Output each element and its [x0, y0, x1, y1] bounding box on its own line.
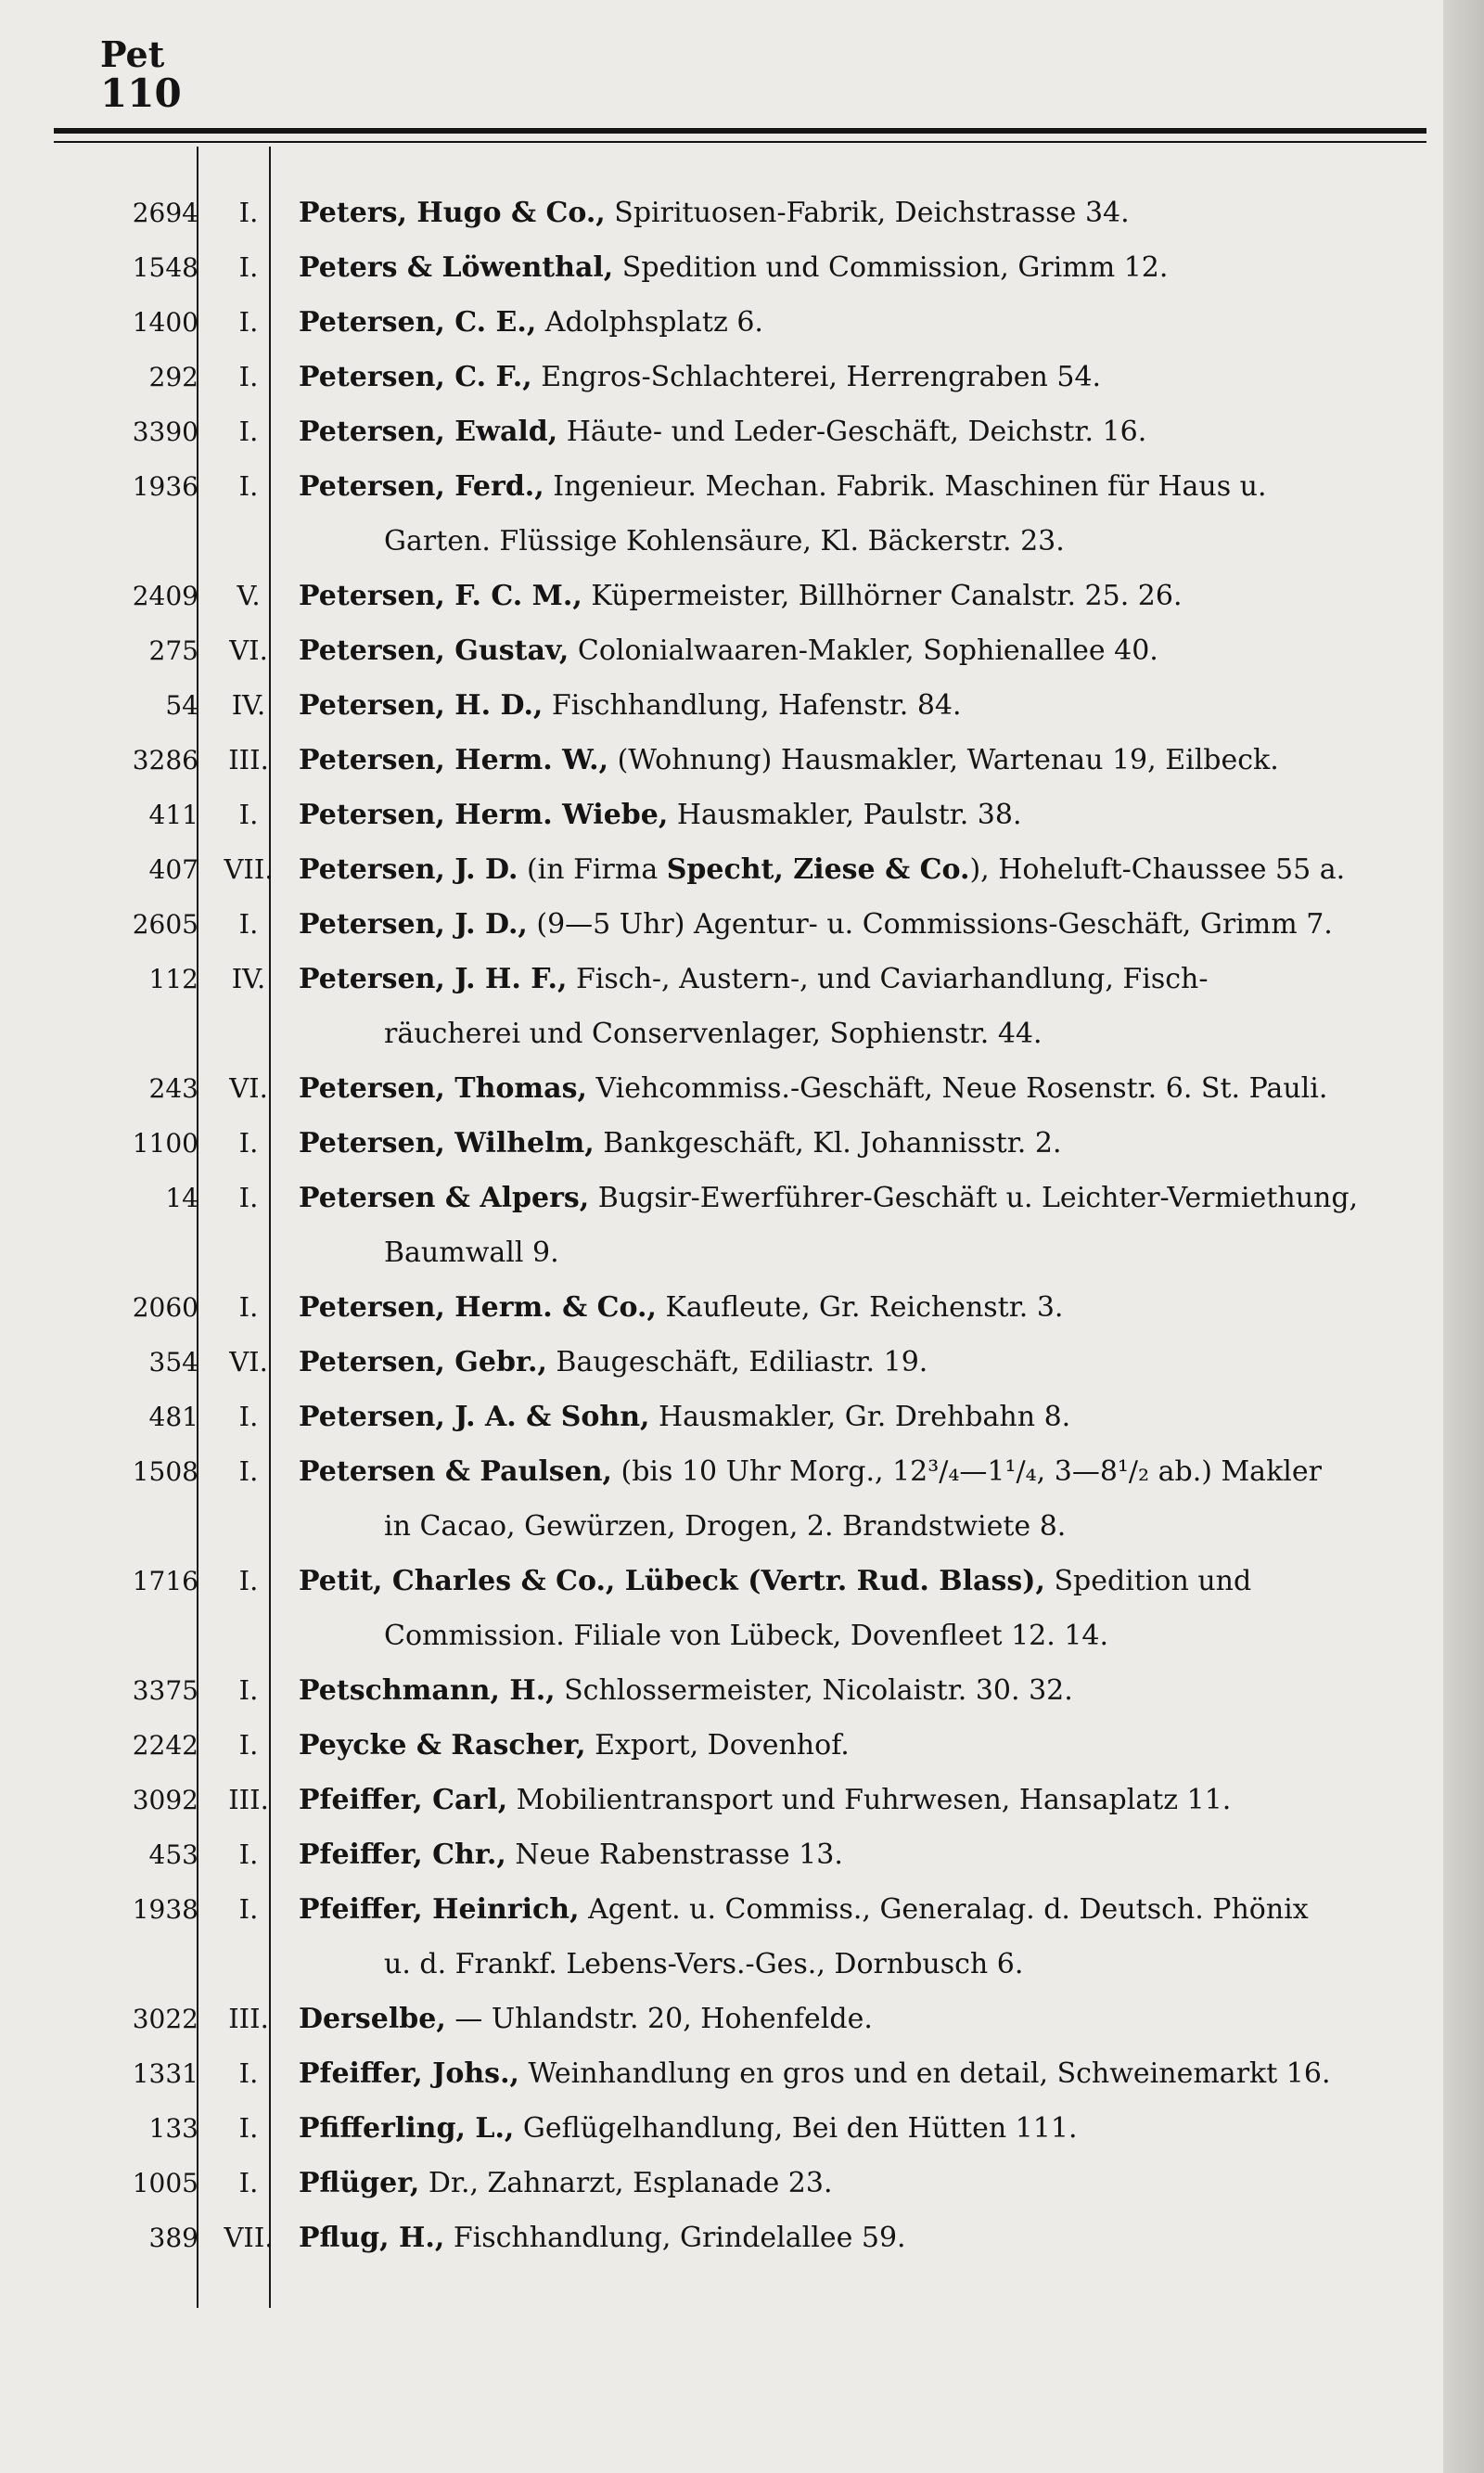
entry-text: [299, 240, 1419, 295]
entry-detail: Kaufleute, Gr. Reichenstr. 3.: [656, 1291, 1064, 1324]
header-word: Pet: [100, 33, 165, 75]
entry-name: Petersen, Herm. & Co.,: [299, 1291, 657, 1324]
entry-district: I.: [238, 1893, 259, 1925]
entry-line: [299, 361, 1101, 393]
entry-number: 133: [148, 2113, 198, 2144]
entry-number: 1400: [132, 307, 198, 338]
entry-name: Petersen, C. F.,: [299, 361, 532, 393]
directory-entry: [54, 2046, 1445, 2101]
entry-number: 292: [148, 362, 198, 392]
entry-line: [299, 634, 1158, 667]
entry-number: 2605: [132, 909, 198, 940]
entry-district: IV.: [231, 689, 266, 721]
entry-name: Petersen, Thomas,: [299, 1072, 587, 1105]
directory-entry: [54, 623, 1445, 678]
entry-text: [299, 1280, 1419, 1335]
entry-district: I.: [238, 1674, 259, 1706]
entry-name: Petersen, Wilhelm,: [299, 1127, 595, 1160]
entry-number: 112: [148, 964, 198, 994]
directory-entry: [54, 1116, 1445, 1171]
entry-number: 2694: [132, 198, 198, 228]
entry-name: Pfeiffer, Carl,: [299, 1784, 508, 1816]
entry-name: Pfeiffer, Chr.,: [299, 1839, 506, 1871]
entry-text: [299, 1663, 1419, 1718]
entry-text: [299, 952, 1419, 1061]
entry-detail: Colonialwaaren-Makler, Sophienallee 40.: [569, 634, 1158, 667]
directory-entry: [54, 1061, 1445, 1116]
entry-text: [299, 186, 1419, 240]
entry-text: [299, 569, 1419, 623]
entry-name: Petersen, J. D.: [299, 853, 518, 886]
directory-entry: [54, 1882, 1445, 1992]
entry-detail: Spirituosen-Fabrik, Deichstrasse 34.: [605, 197, 1130, 229]
entry-text: [299, 2210, 1419, 2265]
entry-number: 275: [148, 635, 198, 666]
entry-line: [299, 1401, 1070, 1433]
entry-name: Peters & Löwenthal,: [299, 251, 614, 284]
entry-detail: ), Hoheluft-Chaussee 55 a.: [969, 853, 1346, 886]
entry-name: Petersen, J. D.,: [299, 908, 528, 941]
directory-entry: [54, 1390, 1445, 1444]
entry-name: Petersen, J. A. & Sohn,: [299, 1401, 650, 1433]
entry-number: 1100: [132, 1128, 198, 1159]
entry-number: 1716: [132, 1566, 198, 1596]
header-rule: [54, 128, 1426, 134]
page-edge: [1443, 0, 1484, 2473]
entry-line: [299, 689, 962, 722]
directory-entry: [54, 1773, 1445, 1827]
entry-line: [299, 197, 1130, 229]
entry-line: [299, 2057, 1331, 2090]
entry-line: [299, 416, 1146, 448]
directory-entry: [54, 404, 1445, 459]
entry-line: [299, 1839, 843, 1871]
entry-name: Petersen, Gebr.,: [299, 1346, 547, 1378]
entry-district: I.: [238, 908, 259, 940]
entry-continuation: Garten. Flüssige Kohlensäure, Kl. Bäckerstr. 23.: [384, 525, 1065, 557]
entry-line: [299, 744, 1279, 776]
entry-name: Petersen, H. D.,: [299, 689, 544, 722]
entry-text: [299, 2156, 1419, 2210]
entry-detail: Schlossermeister, Nicolaistr. 30. 32.: [555, 1674, 1073, 1707]
entry-district: I.: [238, 197, 259, 228]
entry-district: VII.: [224, 2222, 274, 2253]
entry-line: [299, 1072, 1327, 1105]
entry-detail: Fischhandlung, Hafenstr. 84.: [543, 689, 962, 722]
entry-name: Petersen, Ewald,: [299, 416, 558, 448]
entry-name: Specht, Ziese & Co.: [666, 853, 970, 886]
entry-name: Petersen, Ferd.,: [299, 470, 544, 503]
entry-district: III.: [228, 744, 269, 775]
entry-text: [299, 733, 1419, 788]
entry-number: 1331: [132, 2058, 198, 2089]
entry-district: I.: [238, 1455, 259, 1487]
entry-continuation: räucherei und Conservenlager, Sophienstr. 44.: [384, 1018, 1043, 1050]
entry-number: 1938: [132, 1894, 198, 1925]
entry-name: Peters, Hugo & Co.,: [299, 197, 606, 229]
entry-detail: Adolphsplatz 6.: [536, 306, 763, 339]
entry-line: [299, 1127, 1061, 1160]
entry-detail: Hausmakler, Paulstr. 38.: [668, 799, 1022, 831]
entry-district: I.: [238, 1182, 259, 1213]
entry-district: VI.: [229, 634, 268, 666]
entry-line: [299, 1346, 928, 1378]
directory-entry: [54, 459, 1445, 569]
entry-district: I.: [238, 1839, 259, 1870]
entry-number: 481: [148, 1402, 198, 1432]
entry-line: [299, 580, 1182, 612]
entry-district: I.: [238, 1565, 259, 1596]
entry-name: Petersen, Herm. Wiebe,: [299, 799, 669, 831]
entry-detail: Hausmakler, Gr. Drehbahn 8.: [649, 1401, 1071, 1433]
directory-entry: [54, 1554, 1445, 1663]
entry-district: I.: [238, 2167, 259, 2198]
entry-district: VI.: [229, 1072, 268, 1104]
entry-name: Petschmann, H.,: [299, 1674, 556, 1707]
entry-detail: Engros-Schlachterei, Herrengraben 54.: [531, 361, 1102, 393]
directory-entry: [54, 1663, 1445, 1718]
entry-number: 2060: [132, 1292, 198, 1323]
entry-number: 1936: [132, 471, 198, 502]
entry-continuation: Baumwall 9.: [384, 1236, 559, 1269]
directory-entry: [54, 1827, 1445, 1882]
directory-entry: [54, 240, 1445, 295]
entry-line: [299, 2003, 873, 2035]
entry-number: 243: [148, 1073, 198, 1104]
directory-entry: [54, 897, 1445, 952]
directory-entry: [54, 1280, 1445, 1335]
entry-district: I.: [238, 416, 259, 447]
directory-entry: [54, 2210, 1445, 2265]
entry-district: V.: [237, 580, 261, 611]
directory-entry: [54, 733, 1445, 788]
entry-name: Pflüger,: [299, 2167, 420, 2199]
entry-line: [299, 1182, 1358, 1214]
entry-district: I.: [238, 1729, 259, 1761]
entry-district: I.: [238, 2112, 259, 2144]
entry-text: [299, 1116, 1419, 1171]
entry-line: [299, 1784, 1231, 1816]
entry-detail: (bis 10 Uhr Morg., 12³/₄—1¹/₄, 3—8¹/₂ ab.) Makler: [611, 1455, 1322, 1488]
entry-number: 354: [148, 1347, 198, 1377]
entry-line: [299, 2222, 906, 2254]
entry-detail: Dr., Zahnarzt, Esplanade 23.: [419, 2167, 833, 2199]
entry-detail: Spedition und Commission, Grimm 12.: [613, 251, 1169, 284]
entry-name: Pfeiffer, Heinrich,: [299, 1893, 580, 1926]
entry-text: [299, 459, 1419, 569]
page-number: 110: [100, 70, 182, 116]
entry-number: 3375: [132, 1675, 198, 1706]
entry-line: [299, 306, 763, 339]
entry-detail: Fischhandlung, Grindelallee 59.: [444, 2222, 906, 2254]
entry-name: Pflug, H.,: [299, 2222, 445, 2254]
entry-number: 1548: [132, 252, 198, 283]
entry-district: I.: [238, 251, 259, 283]
directory-entry: [54, 1171, 1445, 1280]
entry-text: [299, 1773, 1419, 1827]
directory-entry: [54, 678, 1445, 733]
entry-number: 453: [148, 1839, 198, 1870]
entry-district: III.: [228, 2003, 269, 2034]
entry-name: Pfifferling, L.,: [299, 2112, 515, 2145]
entry-name: Petersen, Gustav,: [299, 634, 569, 667]
entry-line: [299, 251, 1168, 284]
entry-name: Petersen, J. H. F.,: [299, 963, 568, 995]
entry-line: [299, 799, 1022, 831]
entry-continuation: Commission. Filiale von Lübeck, Dovenfleet 12. 14.: [384, 1620, 1109, 1652]
entry-number: 3286: [132, 745, 198, 775]
entry-line: [299, 1291, 1063, 1324]
entry-number: 3022: [132, 2004, 198, 2034]
entry-text: [299, 1992, 1419, 2046]
entry-text: [299, 1718, 1419, 1773]
entry-detail: Geflügelhandlung, Bei den Hütten 111.: [514, 2112, 1078, 2145]
directory-entry: [54, 1335, 1445, 1390]
entry-number: 1508: [132, 1456, 198, 1487]
directory-entry: [54, 1992, 1445, 2046]
entry-detail: Spedition und: [1044, 1565, 1252, 1597]
entry-text: [299, 2046, 1419, 2101]
entry-text: [299, 1061, 1419, 1116]
entry-text: [299, 1335, 1419, 1390]
directory-entry: [54, 295, 1445, 350]
entry-text: [299, 1882, 1419, 1992]
entry-text: [299, 1171, 1419, 1280]
entry-number: 411: [148, 800, 198, 830]
directory-entry: [54, 1718, 1445, 1773]
directory-entry: [54, 842, 1445, 897]
entry-district: I.: [238, 2057, 259, 2089]
entry-district: I.: [238, 1291, 259, 1323]
directory-entry: [54, 186, 1445, 240]
entry-district: III.: [228, 1784, 269, 1815]
entry-text: [299, 2101, 1419, 2156]
entry-number: 2242: [132, 1730, 198, 1761]
entry-name: Petersen, F. C. M.,: [299, 580, 582, 612]
entry-text: [299, 350, 1419, 404]
entry-line: [299, 1565, 1251, 1597]
entry-number: 2409: [132, 581, 198, 611]
entry-text: [299, 678, 1419, 733]
entry-text: [299, 623, 1419, 678]
entry-line: [299, 1729, 850, 1762]
entry-text: [299, 897, 1419, 952]
entry-detail: (Wohnung) Hausmakler, Wartenau 19, Eilbeck.: [608, 744, 1279, 776]
entry-name: Peycke & Rascher,: [299, 1729, 586, 1762]
entry-number: 14: [165, 1183, 198, 1213]
entry-text: [299, 1390, 1419, 1444]
directory-entry: [54, 2101, 1445, 2156]
entry-number: 1005: [132, 2168, 198, 2198]
directory-entry: [54, 2156, 1445, 2210]
entry-district: I.: [238, 799, 259, 830]
entry-text: [299, 295, 1419, 350]
entry-district: I.: [238, 306, 259, 338]
entry-detail: Neue Rabenstrasse 13.: [505, 1839, 843, 1871]
entry-number: 407: [148, 854, 198, 885]
entry-detail: Häute- und Leder-Geschäft, Deichstr. 16.: [557, 416, 1147, 448]
directory-entry: [54, 952, 1445, 1061]
entry-detail: Weinhandlung en gros und en detail, Schweinemarkt 16.: [518, 2057, 1331, 2090]
entry-number: 3390: [132, 416, 198, 447]
entry-text: [299, 1554, 1419, 1663]
entry-district: VI.: [229, 1346, 268, 1377]
entry-name: Petersen & Alpers,: [299, 1182, 590, 1214]
entry-district: VII.: [224, 853, 274, 885]
entry-line: [299, 963, 1208, 995]
entry-detail: Küpermeister, Billhörner Canalstr. 25. 26.: [582, 580, 1183, 612]
entry-detail: Viehcommiss.-Geschäft, Neue Rosenstr. 6. St. Pauli.: [586, 1072, 1328, 1105]
entry-line: [299, 908, 1333, 941]
entry-line: [299, 853, 1345, 886]
directory-entry: [54, 569, 1445, 623]
page-header: [100, 33, 182, 116]
entry-continuation: u. d. Frankf. Lebens-Vers.-Ges., Dornbusch 6.: [384, 1948, 1024, 1980]
entry-line: [299, 2112, 1077, 2145]
entry-name: Petersen & Paulsen,: [299, 1455, 612, 1488]
entry-line: [299, 1674, 1073, 1707]
entry-detail: (9—5 Uhr) Agentur- u. Commissions-Geschäft, Grimm 7.: [527, 908, 1333, 941]
entry-name: Petersen, C. E.,: [299, 306, 537, 339]
entry-continuation: in Cacao, Gewürzen, Drogen, 2. Brandstwiete 8.: [384, 1510, 1067, 1543]
entry-detail: Bugsir-Ewerführer-Geschäft u. Leichter-Vermiethung,: [589, 1182, 1359, 1214]
entry-detail: Mobilientransport und Fuhrwesen, Hansaplatz 11.: [507, 1784, 1232, 1816]
entry-detail: (in Firma: [518, 853, 667, 886]
entry-text: [299, 842, 1419, 897]
entry-detail: Fisch-, Austern-, und Caviarhandlung, Fisch-: [567, 963, 1209, 995]
entry-number: 389: [148, 2223, 198, 2253]
entry-number: 3092: [132, 1785, 198, 1815]
entry-district: I.: [238, 1401, 259, 1432]
entry-line: [299, 1893, 1309, 1926]
directory-entries: [54, 186, 1445, 2265]
directory-entry: [54, 788, 1445, 842]
entry-line: [299, 1455, 1322, 1488]
entry-text: [299, 788, 1419, 842]
header-rule-thin: [54, 141, 1426, 143]
entry-line: [299, 470, 1267, 503]
entry-district: I.: [238, 361, 259, 392]
entry-name: Derselbe,: [299, 2003, 446, 2035]
entry-text: [299, 404, 1419, 459]
entry-district: I.: [238, 1127, 259, 1159]
entry-detail: Ingenieur. Mechan. Fabrik. Maschinen für Haus u.: [544, 470, 1267, 503]
entry-district: I.: [238, 470, 259, 502]
entry-detail: Agent. u. Commiss., Generalag. d. Deutsch. Phönix: [579, 1893, 1309, 1926]
entry-detail: Bankgeschäft, Kl. Johannisstr. 2.: [594, 1127, 1062, 1160]
entry-detail: Export, Dovenhof.: [585, 1729, 850, 1762]
entry-detail: — Uhlandstr. 20, Hohenfelde.: [445, 2003, 873, 2035]
entry-name: Petit, Charles & Co., Lübeck (Vertr. Rud. Blass),: [299, 1565, 1045, 1597]
entry-district: IV.: [231, 963, 266, 994]
entry-name: Petersen, Herm. W.,: [299, 744, 609, 776]
entry-text: [299, 1444, 1419, 1554]
entry-text: [299, 1827, 1419, 1882]
entry-name: Pfeiffer, Johs.,: [299, 2057, 519, 2090]
entry-detail: Baugeschäft, Ediliastr. 19.: [546, 1346, 928, 1378]
entry-line: [299, 2167, 832, 2199]
directory-entry: [54, 1444, 1445, 1554]
directory-entry: [54, 350, 1445, 404]
entry-number: 54: [165, 690, 198, 721]
